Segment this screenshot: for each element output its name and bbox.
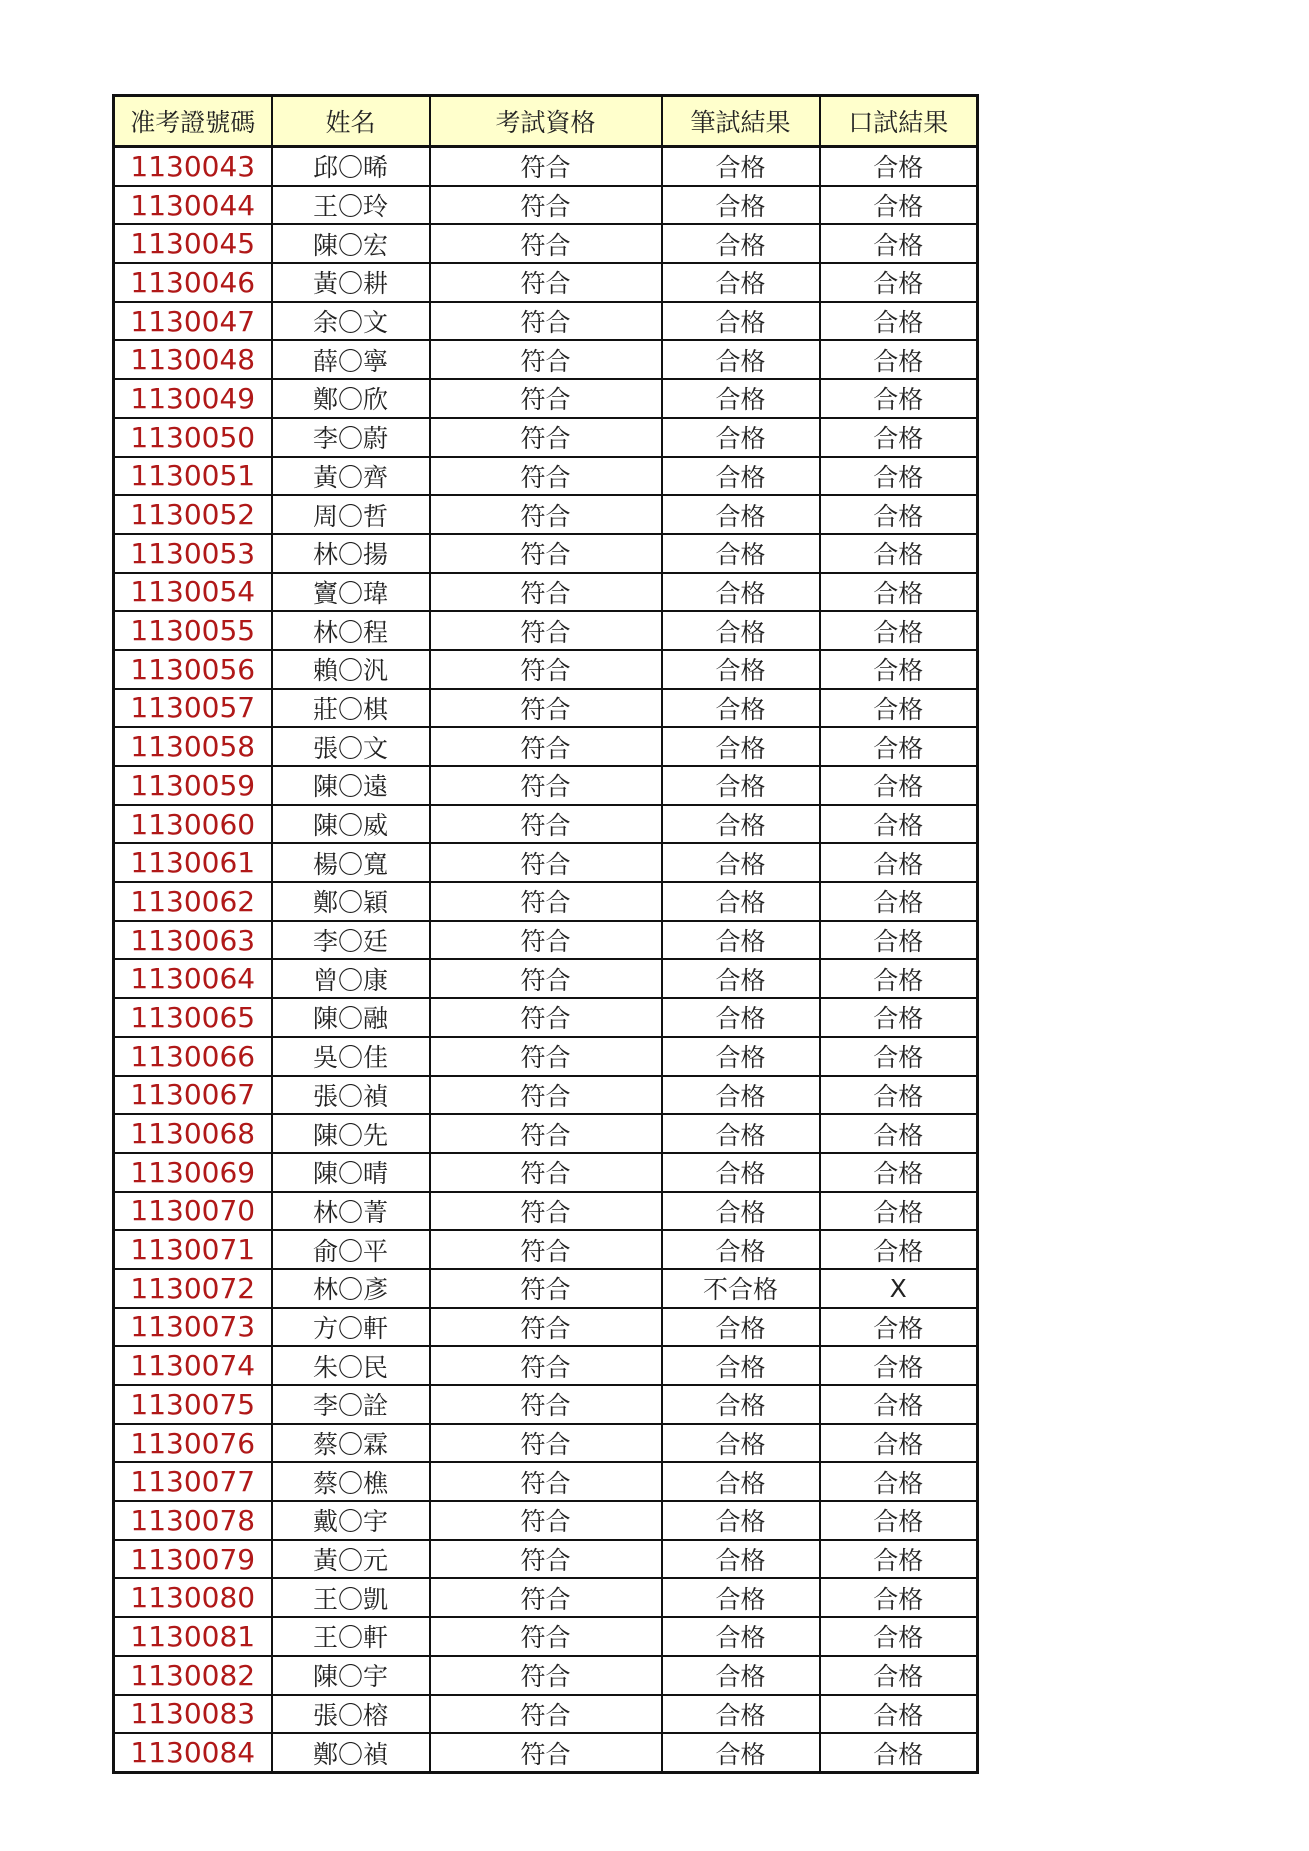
exam-number-cell: 1130076	[114, 1424, 272, 1463]
name-cell: 林〇程	[272, 611, 430, 650]
table-row	[114, 766, 978, 805]
written-result-cell: 合格	[662, 1733, 820, 1772]
oral-result-cell: 合格	[820, 611, 978, 650]
name-cell: 方〇軒	[272, 1308, 430, 1347]
name-cell: 戴〇宇	[272, 1501, 430, 1540]
name-cell: 蔡〇樵	[272, 1462, 430, 1501]
eligibility-cell: 符合	[430, 302, 662, 341]
written-result-cell: 合格	[662, 843, 820, 882]
exam-number-cell: 1130045	[114, 224, 272, 263]
exam-number-cell: 1130060	[114, 805, 272, 844]
exam-number-cell: 1130068	[114, 1114, 272, 1153]
eligibility-cell: 符合	[430, 186, 662, 225]
oral-result-cell: 合格	[820, 1540, 978, 1579]
header-eligibility: 考試資格	[430, 96, 662, 147]
name-cell: 張〇文	[272, 727, 430, 766]
name-cell: 王〇軒	[272, 1617, 430, 1656]
eligibility-cell: 符合	[430, 379, 662, 418]
name-cell: 陳〇遠	[272, 766, 430, 805]
written-result-cell: 合格	[662, 1424, 820, 1463]
written-result-cell: 合格	[662, 1153, 820, 1192]
eligibility-cell: 符合	[430, 882, 662, 921]
table-row	[114, 302, 978, 341]
exam-number-cell: 1130051	[114, 457, 272, 496]
eligibility-cell: 符合	[430, 495, 662, 534]
table-row	[114, 959, 978, 998]
exam-number-cell: 1130047	[114, 302, 272, 341]
table-row	[114, 882, 978, 921]
name-cell: 朱〇民	[272, 1346, 430, 1385]
table-row	[114, 1230, 978, 1269]
oral-result-cell: 合格	[820, 921, 978, 960]
table-row	[114, 1385, 978, 1424]
table-row	[114, 495, 978, 534]
eligibility-cell: 符合	[430, 1308, 662, 1347]
table-row	[114, 843, 978, 882]
eligibility-cell: 符合	[430, 766, 662, 805]
name-cell: 張〇榕	[272, 1695, 430, 1734]
oral-result-cell: 合格	[820, 689, 978, 728]
table-body	[114, 147, 978, 1773]
written-result-cell: 合格	[662, 805, 820, 844]
name-cell: 李〇廷	[272, 921, 430, 960]
exam-number-cell: 1130072	[114, 1269, 272, 1308]
table-row	[114, 689, 978, 728]
header-name: 姓名	[272, 96, 430, 147]
oral-result-cell: 合格	[820, 1346, 978, 1385]
written-result-cell: 合格	[662, 689, 820, 728]
written-result-cell: 合格	[662, 1192, 820, 1231]
table-row	[114, 379, 978, 418]
exam-number-cell: 1130071	[114, 1230, 272, 1269]
oral-result-cell: 合格	[820, 1192, 978, 1231]
written-result-cell: 合格	[662, 263, 820, 302]
name-cell: 林〇菁	[272, 1192, 430, 1231]
written-result-cell: 合格	[662, 882, 820, 921]
exam-number-cell: 1130059	[114, 766, 272, 805]
oral-result-cell: 合格	[820, 1114, 978, 1153]
eligibility-cell: 符合	[430, 727, 662, 766]
oral-result-cell: 合格	[820, 843, 978, 882]
exam-number-cell: 1130079	[114, 1540, 272, 1579]
eligibility-cell: 符合	[430, 998, 662, 1037]
name-cell: 林〇彥	[272, 1269, 430, 1308]
name-cell: 鄭〇禎	[272, 1733, 430, 1772]
name-cell: 吳〇佳	[272, 1037, 430, 1076]
eligibility-cell: 符合	[430, 418, 662, 457]
table-row	[114, 224, 978, 263]
eligibility-cell: 符合	[430, 1578, 662, 1617]
exam-number-cell: 1130067	[114, 1076, 272, 1115]
oral-result-cell: 合格	[820, 1424, 978, 1463]
table-row	[114, 263, 978, 302]
exam-number-cell: 1130083	[114, 1695, 272, 1734]
table-row	[114, 534, 978, 573]
written-result-cell: 合格	[662, 1076, 820, 1115]
name-cell: 鄭〇穎	[272, 882, 430, 921]
name-cell: 楊〇寬	[272, 843, 430, 882]
table-row	[114, 727, 978, 766]
name-cell: 黃〇齊	[272, 457, 430, 496]
eligibility-cell: 符合	[430, 147, 662, 186]
table-row	[114, 1617, 978, 1656]
eligibility-cell: 符合	[430, 1424, 662, 1463]
eligibility-cell: 符合	[430, 573, 662, 612]
exam-number-cell: 1130061	[114, 843, 272, 882]
name-cell: 王〇玲	[272, 186, 430, 225]
table-row	[114, 1424, 978, 1463]
written-result-cell: 合格	[662, 921, 820, 960]
oral-result-cell: 合格	[820, 650, 978, 689]
table-row	[114, 1695, 978, 1734]
written-result-cell: 合格	[662, 495, 820, 534]
oral-result-cell: 合格	[820, 534, 978, 573]
exam-number-cell: 1130053	[114, 534, 272, 573]
name-cell: 陳〇晴	[272, 1153, 430, 1192]
written-result-cell: 合格	[662, 340, 820, 379]
written-result-cell: 不合格	[662, 1269, 820, 1308]
eligibility-cell: 符合	[430, 1540, 662, 1579]
exam-number-cell: 1130070	[114, 1192, 272, 1231]
name-cell: 陳〇宇	[272, 1656, 430, 1695]
table-row	[114, 340, 978, 379]
name-cell: 莊〇棋	[272, 689, 430, 728]
eligibility-cell: 符合	[430, 1076, 662, 1115]
written-result-cell: 合格	[662, 1656, 820, 1695]
name-cell: 陳〇宏	[272, 224, 430, 263]
oral-result-cell: 合格	[820, 1695, 978, 1734]
eligibility-cell: 符合	[430, 959, 662, 998]
oral-result-cell: 合格	[820, 1385, 978, 1424]
table-row	[114, 1153, 978, 1192]
eligibility-cell: 符合	[430, 457, 662, 496]
oral-result-cell: 合格	[820, 727, 978, 766]
oral-result-cell: 合格	[820, 147, 978, 186]
oral-result-cell: 合格	[820, 302, 978, 341]
header-oral-result: 口試結果	[820, 96, 978, 147]
written-result-cell: 合格	[662, 379, 820, 418]
name-cell: 李〇詮	[272, 1385, 430, 1424]
exam-number-cell: 1130046	[114, 263, 272, 302]
table-row	[114, 1733, 978, 1772]
written-result-cell: 合格	[662, 650, 820, 689]
oral-result-cell: X	[820, 1269, 978, 1308]
table-row	[114, 573, 978, 612]
written-result-cell: 合格	[662, 573, 820, 612]
written-result-cell: 合格	[662, 224, 820, 263]
eligibility-cell: 符合	[430, 843, 662, 882]
oral-result-cell: 合格	[820, 1230, 978, 1269]
written-result-cell: 合格	[662, 186, 820, 225]
written-result-cell: 合格	[662, 1501, 820, 1540]
exam-number-cell: 1130065	[114, 998, 272, 1037]
exam-number-cell: 1130055	[114, 611, 272, 650]
exam-number-cell: 1130078	[114, 1501, 272, 1540]
name-cell: 張〇禎	[272, 1076, 430, 1115]
oral-result-cell: 合格	[820, 1076, 978, 1115]
oral-result-cell: 合格	[820, 766, 978, 805]
written-result-cell: 合格	[662, 302, 820, 341]
exam-number-cell: 1130057	[114, 689, 272, 728]
name-cell: 曾〇康	[272, 959, 430, 998]
eligibility-cell: 符合	[430, 263, 662, 302]
oral-result-cell: 合格	[820, 224, 978, 263]
table-row	[114, 611, 978, 650]
oral-result-cell: 合格	[820, 1501, 978, 1540]
oral-result-cell: 合格	[820, 1578, 978, 1617]
eligibility-cell: 符合	[430, 1114, 662, 1153]
oral-result-cell: 合格	[820, 495, 978, 534]
exam-results-table	[112, 94, 979, 1774]
eligibility-cell: 符合	[430, 689, 662, 728]
table-row	[114, 457, 978, 496]
oral-result-cell: 合格	[820, 1462, 978, 1501]
written-result-cell: 合格	[662, 457, 820, 496]
table-row	[114, 1037, 978, 1076]
written-result-cell: 合格	[662, 1114, 820, 1153]
exam-number-cell: 1130056	[114, 650, 272, 689]
oral-result-cell: 合格	[820, 1617, 978, 1656]
table-row	[114, 147, 978, 186]
exam-number-cell: 1130052	[114, 495, 272, 534]
eligibility-cell: 符合	[430, 1617, 662, 1656]
name-cell: 周〇哲	[272, 495, 430, 534]
name-cell: 林〇揚	[272, 534, 430, 573]
written-result-cell: 合格	[662, 1617, 820, 1656]
name-cell: 陳〇先	[272, 1114, 430, 1153]
eligibility-cell: 符合	[430, 921, 662, 960]
eligibility-cell: 符合	[430, 1656, 662, 1695]
eligibility-cell: 符合	[430, 1192, 662, 1231]
exam-number-cell: 1130084	[114, 1733, 272, 1772]
exam-number-cell: 1130082	[114, 1656, 272, 1695]
oral-result-cell: 合格	[820, 1308, 978, 1347]
written-result-cell: 合格	[662, 611, 820, 650]
exam-number-cell: 1130062	[114, 882, 272, 921]
oral-result-cell: 合格	[820, 379, 978, 418]
table-row	[114, 1114, 978, 1153]
name-cell: 蔡〇霖	[272, 1424, 430, 1463]
exam-number-cell: 1130054	[114, 573, 272, 612]
table-row	[114, 1462, 978, 1501]
oral-result-cell: 合格	[820, 418, 978, 457]
written-result-cell: 合格	[662, 1578, 820, 1617]
table-row	[114, 1578, 978, 1617]
exam-number-cell: 1130049	[114, 379, 272, 418]
table-row	[114, 418, 978, 457]
table-header	[114, 96, 978, 147]
written-result-cell: 合格	[662, 959, 820, 998]
oral-result-cell: 合格	[820, 998, 978, 1037]
written-result-cell: 合格	[662, 1385, 820, 1424]
written-result-cell: 合格	[662, 147, 820, 186]
eligibility-cell: 符合	[430, 1462, 662, 1501]
name-cell: 鄭〇欣	[272, 379, 430, 418]
written-result-cell: 合格	[662, 998, 820, 1037]
oral-result-cell: 合格	[820, 573, 978, 612]
eligibility-cell: 符合	[430, 1153, 662, 1192]
exam-number-cell: 1130043	[114, 147, 272, 186]
name-cell: 俞〇平	[272, 1230, 430, 1269]
exam-number-cell: 1130077	[114, 1462, 272, 1501]
exam-number-cell: 1130050	[114, 418, 272, 457]
written-result-cell: 合格	[662, 1346, 820, 1385]
table-row	[114, 1308, 978, 1347]
eligibility-cell: 符合	[430, 1037, 662, 1076]
table-row	[114, 1076, 978, 1115]
exam-number-cell: 1130064	[114, 959, 272, 998]
oral-result-cell: 合格	[820, 1153, 978, 1192]
exam-number-cell: 1130048	[114, 340, 272, 379]
written-result-cell: 合格	[662, 766, 820, 805]
written-result-cell: 合格	[662, 1540, 820, 1579]
oral-result-cell: 合格	[820, 340, 978, 379]
eligibility-cell: 符合	[430, 650, 662, 689]
oral-result-cell: 合格	[820, 263, 978, 302]
written-result-cell: 合格	[662, 727, 820, 766]
name-cell: 余〇文	[272, 302, 430, 341]
table-row	[114, 805, 978, 844]
header-written-result: 筆試結果	[662, 96, 820, 147]
oral-result-cell: 合格	[820, 882, 978, 921]
eligibility-cell: 符合	[430, 1230, 662, 1269]
exam-number-cell: 1130069	[114, 1153, 272, 1192]
table-row	[114, 1540, 978, 1579]
exam-number-cell: 1130075	[114, 1385, 272, 1424]
name-cell: 黃〇元	[272, 1540, 430, 1579]
name-cell: 王〇凱	[272, 1578, 430, 1617]
header-row	[114, 96, 978, 147]
exam-number-cell: 1130081	[114, 1617, 272, 1656]
table-row	[114, 1346, 978, 1385]
name-cell: 竇〇瑋	[272, 573, 430, 612]
written-result-cell: 合格	[662, 1037, 820, 1076]
eligibility-cell: 符合	[430, 1346, 662, 1385]
header-exam-number: 准考證號碼	[114, 96, 272, 147]
name-cell: 賴〇汎	[272, 650, 430, 689]
name-cell: 黃〇耕	[272, 263, 430, 302]
eligibility-cell: 符合	[430, 611, 662, 650]
eligibility-cell: 符合	[430, 1385, 662, 1424]
table-row	[114, 186, 978, 225]
oral-result-cell: 合格	[820, 186, 978, 225]
oral-result-cell: 合格	[820, 1037, 978, 1076]
exam-number-cell: 1130044	[114, 186, 272, 225]
oral-result-cell: 合格	[820, 1733, 978, 1772]
written-result-cell: 合格	[662, 418, 820, 457]
table-row	[114, 921, 978, 960]
exam-number-cell: 1130074	[114, 1346, 272, 1385]
exam-number-cell: 1130073	[114, 1308, 272, 1347]
table-row	[114, 1269, 978, 1308]
written-result-cell: 合格	[662, 1695, 820, 1734]
eligibility-cell: 符合	[430, 1695, 662, 1734]
oral-result-cell: 合格	[820, 457, 978, 496]
written-result-cell: 合格	[662, 1230, 820, 1269]
written-result-cell: 合格	[662, 534, 820, 573]
oral-result-cell: 合格	[820, 805, 978, 844]
exam-number-cell: 1130066	[114, 1037, 272, 1076]
written-result-cell: 合格	[662, 1462, 820, 1501]
oral-result-cell: 合格	[820, 1656, 978, 1695]
eligibility-cell: 符合	[430, 534, 662, 573]
eligibility-cell: 符合	[430, 340, 662, 379]
eligibility-cell: 符合	[430, 224, 662, 263]
written-result-cell: 合格	[662, 1308, 820, 1347]
name-cell: 李〇蔚	[272, 418, 430, 457]
name-cell: 陳〇威	[272, 805, 430, 844]
exam-number-cell: 1130063	[114, 921, 272, 960]
eligibility-cell: 符合	[430, 1733, 662, 1772]
exam-number-cell: 1130058	[114, 727, 272, 766]
eligibility-cell: 符合	[430, 805, 662, 844]
name-cell: 邱〇晞	[272, 147, 430, 186]
table-row	[114, 1656, 978, 1695]
table-row	[114, 650, 978, 689]
table-row	[114, 1501, 978, 1540]
name-cell: 薛〇寧	[272, 340, 430, 379]
oral-result-cell: 合格	[820, 959, 978, 998]
table-row	[114, 998, 978, 1037]
table-row	[114, 1192, 978, 1231]
eligibility-cell: 符合	[430, 1501, 662, 1540]
eligibility-cell: 符合	[430, 1269, 662, 1308]
name-cell: 陳〇融	[272, 998, 430, 1037]
exam-number-cell: 1130080	[114, 1578, 272, 1617]
